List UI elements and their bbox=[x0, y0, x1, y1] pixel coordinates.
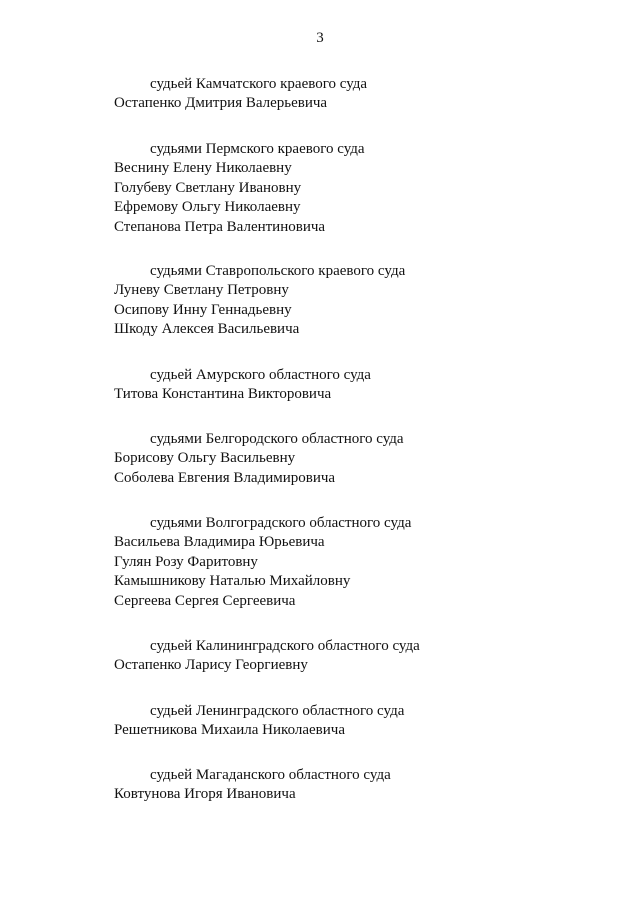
appointment-section-kaliningrad bbox=[114, 637, 554, 676]
judge-name: Борисову Ольгу Васильевну bbox=[114, 450, 296, 466]
appointment-section-belgorod bbox=[114, 430, 554, 488]
judge-name: Шкоду Алексея Васильевича bbox=[114, 321, 300, 337]
judge-name: Степанова Петра Валентиновича bbox=[114, 218, 326, 235]
judge-name: Луневу Светлану Петровну bbox=[114, 282, 289, 298]
page-number: 3 bbox=[316, 30, 324, 46]
judge-name: Соболева Евгения Владимировича bbox=[114, 469, 336, 486]
appointment-section-magadan bbox=[114, 766, 554, 805]
section-heading: судьей Амурского областного суда bbox=[150, 367, 371, 383]
appointment-section-kamchatka bbox=[114, 75, 554, 114]
judge-name: Голубеву Светлану Ивановну bbox=[114, 179, 302, 196]
section-heading: судьями Пермского краевого суда bbox=[150, 141, 365, 157]
section-heading: судьей Камчатского краевого суда bbox=[150, 76, 368, 92]
judge-name: Решетникова Михаила Николаевича bbox=[114, 722, 345, 738]
section-heading: судьей Калининградского областного суда bbox=[150, 638, 420, 654]
appointment-section-perm bbox=[114, 140, 554, 237]
appointment-section-volgograd bbox=[114, 514, 554, 611]
judge-name: Остапенко Дмитрия Валерьевича bbox=[114, 95, 328, 111]
judge-name: Титова Константина Викторовича bbox=[114, 386, 332, 402]
judge-name: Камышникову Наталью Михайловну bbox=[114, 573, 351, 589]
judge-name: Гулян Розу Фаритовну bbox=[114, 553, 258, 570]
judge-name: Осипову Инну Геннадьевну bbox=[114, 301, 292, 318]
judge-name: Остапенко Ларису Георгиевну bbox=[114, 657, 308, 673]
section-heading: судьей Ленинградского областного суда bbox=[150, 703, 405, 719]
judge-name: Ковтунова Игоря Ивановича bbox=[114, 786, 296, 802]
judge-name: Сергеева Сергея Сергеевича bbox=[114, 592, 296, 609]
appointment-section-amur bbox=[114, 366, 554, 405]
judge-name: Веснину Елену Николаевну bbox=[114, 160, 292, 176]
section-heading: судьями Белгородского областного суда bbox=[150, 431, 404, 447]
judge-name: Ефремову Ольгу Николаевну bbox=[114, 199, 301, 215]
section-heading: судьей Магаданского областного суда bbox=[150, 767, 391, 783]
appointment-section-stavropol bbox=[114, 262, 554, 340]
appointment-section-leningrad bbox=[114, 702, 554, 741]
section-heading: судьями Волгоградского областного суда bbox=[150, 515, 412, 531]
judge-name: Васильева Владимира Юрьевича bbox=[114, 534, 325, 550]
section-heading: судьями Ставропольского краевого суда bbox=[150, 263, 406, 279]
